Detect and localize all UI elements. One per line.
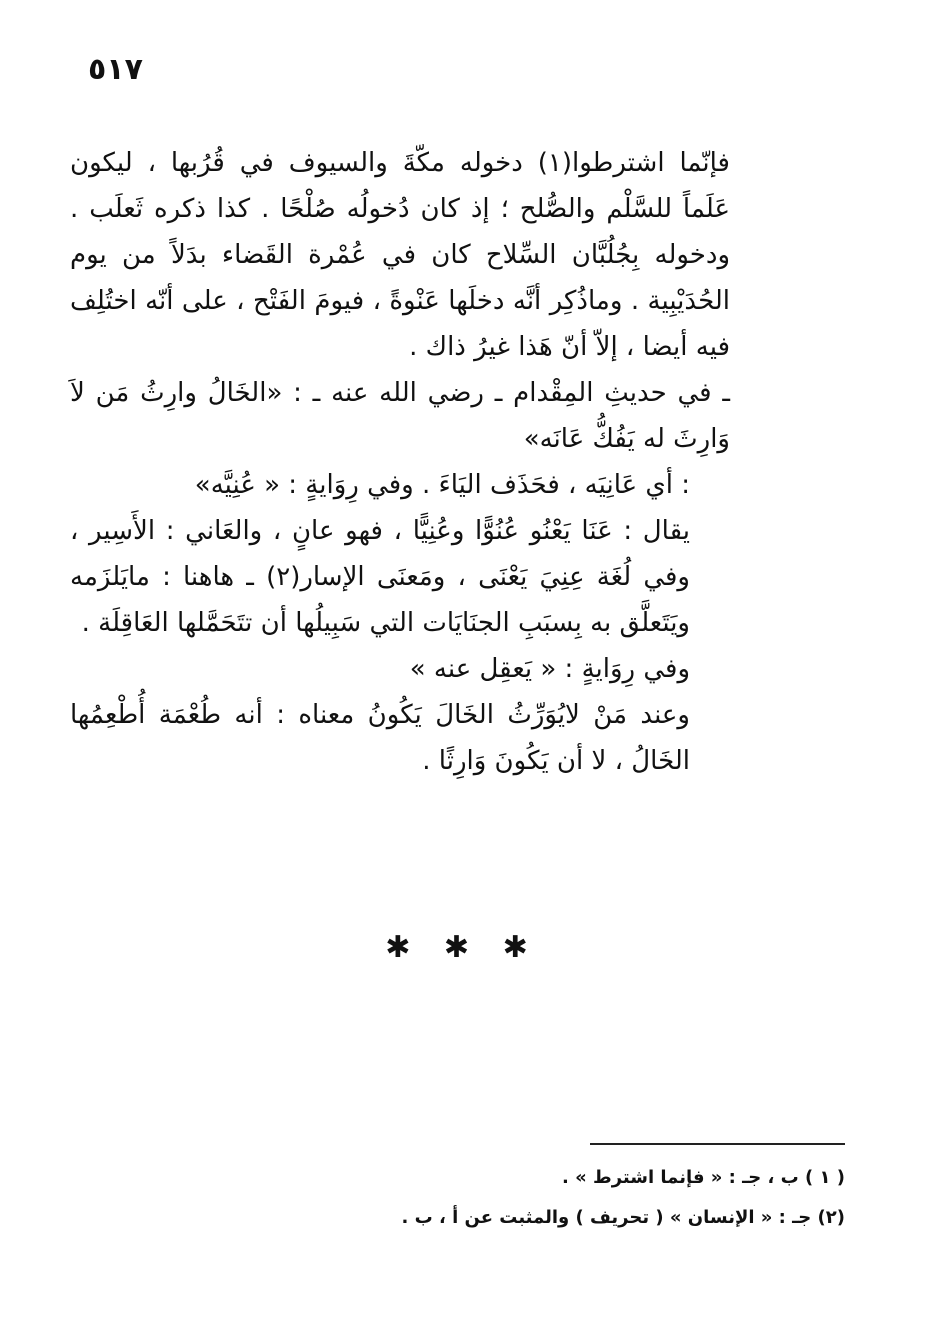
paragraph-1: فإنّما اشترطوا(١) دخوله مكّةَ والسيوف في قُرُبها ، ليكون عَلَماً للسَّلْم والصُّلح ؛ إذ كان دُخولُه صُلْحًا . كذا ذكره ثَعلَب . ودخوله بِجُلُبَّان السِّلاح كان في عُمْرة القَضاء بدَلاً من يوم الحُدَيْبِية . وماذُكِر أنَّه دخلَها عَنْوةً ، فيومَ الفَتْح ، على أنّه اختُلِف فيه أيضا ، إلاّ أنّ هَذا غيرُ ذاك . (70, 148, 730, 362)
section-separator: ✱ ✱ ✱ (385, 930, 540, 965)
footnote-2: (٢) جـ : « الإنسان » ( تحريف ) والمثبت عن أ ، ب . (401, 1207, 845, 1228)
page-number: ٥١٧ (88, 52, 143, 87)
paragraph-3: : أي عَانِيَه ، فحَذَف اليَاءَ . وفي رِوَايةٍ : « عُنِيَّه» (194, 470, 690, 500)
footnote-divider (590, 1143, 845, 1145)
footnote-1: ( ١ ) ب ، جـ : « فإنما اشترط » . (562, 1167, 845, 1188)
paragraph-5: وفي رِوَايةٍ : « يَعقِل عنه » (409, 654, 690, 684)
paragraph-4: يقال : عَنَا يَعْنُو عُنُوًّا وعُنِيًّا ، فهو عانٍ ، والعَاني : الأَسِير ، وفي لُغَة عِنِيَ يَعْنَى ، ومَعنَى الإسار(٢) ـ هاهنا : مايَلزَمه ويَتَعلَّق به بِسبَبِ الجنَايَات التي سَبِيلُها أن تتَحَمَّلها العَاقِلَة . (70, 516, 690, 638)
paragraph-2: ـ في حديثِ المِقْدام ـ رضي الله عنه ـ : «الخَالُ وارِثُ مَن لاَ وَارِثَ له يَفُكُّ عَانَه» (70, 378, 730, 454)
footnotes (300, 1158, 845, 1238)
main-text (70, 140, 730, 784)
paragraph-6: وعند مَنْ لايُوَرِّثُ الخَالَ يَكُونُ معناه : أنه طُعْمَة أُطْعِمُها الخَالُ ، لا أن يَكُونَ وَارِثًا . (70, 700, 690, 776)
